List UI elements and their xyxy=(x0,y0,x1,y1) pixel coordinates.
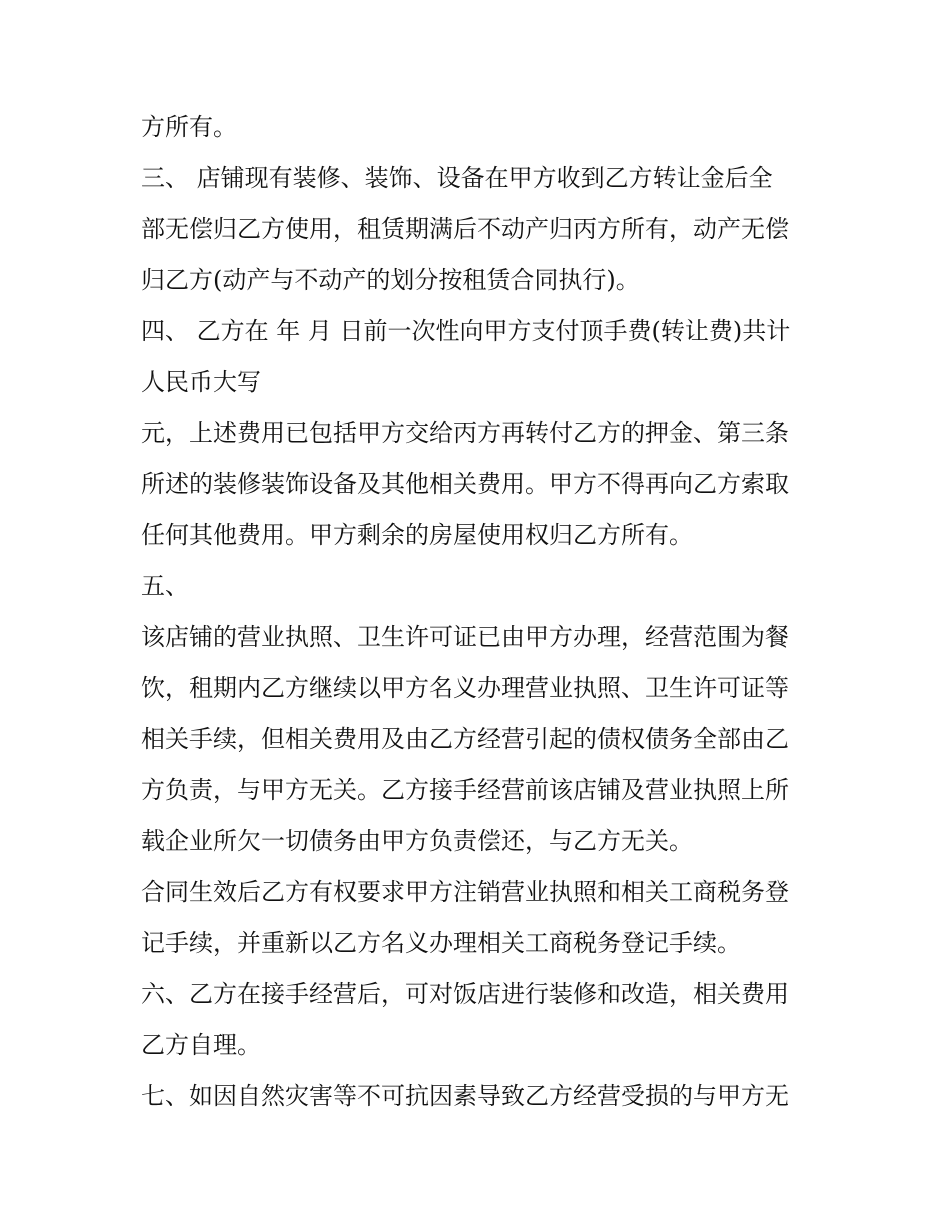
text-line: 方所有。 xyxy=(141,113,237,141)
text-line: 四、 乙方在 年 月 日前一次性向甲方支付顶手费(转让费)共计 xyxy=(141,317,791,345)
document-body xyxy=(141,109,821,1129)
text-line: 记手续，并重新以乙方名义办理相关工商税务登记手续。 xyxy=(141,929,741,957)
text-line: 合同生效后乙方有权要求甲方注销营业执照和相关工商税务登 xyxy=(141,878,789,906)
text-line: 该店铺的营业执照、卫生许可证已由甲方办理，经营范围为餐 xyxy=(141,623,789,651)
text-line: 七、如因自然灾害等不可抗因素导致乙方经营受损的与甲方无 xyxy=(141,1082,789,1110)
text-line: 归乙方(动产与不动产的划分按租赁合同执行)。 xyxy=(141,266,640,294)
text-line: 所述的装修装饰设备及其他相关费用。甲方不得再向乙方索取 xyxy=(141,470,789,498)
text-line: 载企业所欠一切债务由甲方负责偿还，与乙方无关。 xyxy=(141,827,693,855)
text-line: 三、 店铺现有装修、装饰、设备在甲方收到乙方转让金后全 xyxy=(141,164,773,192)
text-line: 人民币大写 xyxy=(141,368,261,396)
text-line: 元，上述费用已包括甲方交给丙方再转付乙方的押金、第三条 xyxy=(141,419,789,447)
text-line: 部无偿归乙方使用，租赁期满后不动产归丙方所有，动产无偿 xyxy=(141,215,789,243)
text-line: 五、 xyxy=(141,572,189,600)
text-line: 相关手续，但相关费用及由乙方经营引起的债权债务全部由乙 xyxy=(141,725,789,753)
text-line: 六、乙方在接手经营后，可对饭店进行装修和改造，相关费用 xyxy=(141,980,789,1008)
text-line: 饮，租期内乙方继续以甲方名义办理营业执照、卫生许可证等 xyxy=(141,674,789,702)
text-line: 任何其他费用。甲方剩余的房屋使用权归乙方所有。 xyxy=(141,521,693,549)
text-line: 方负责，与甲方无关。乙方接手经营前该店铺及营业执照上所 xyxy=(141,776,789,804)
text-line: 乙方自理。 xyxy=(141,1031,261,1059)
